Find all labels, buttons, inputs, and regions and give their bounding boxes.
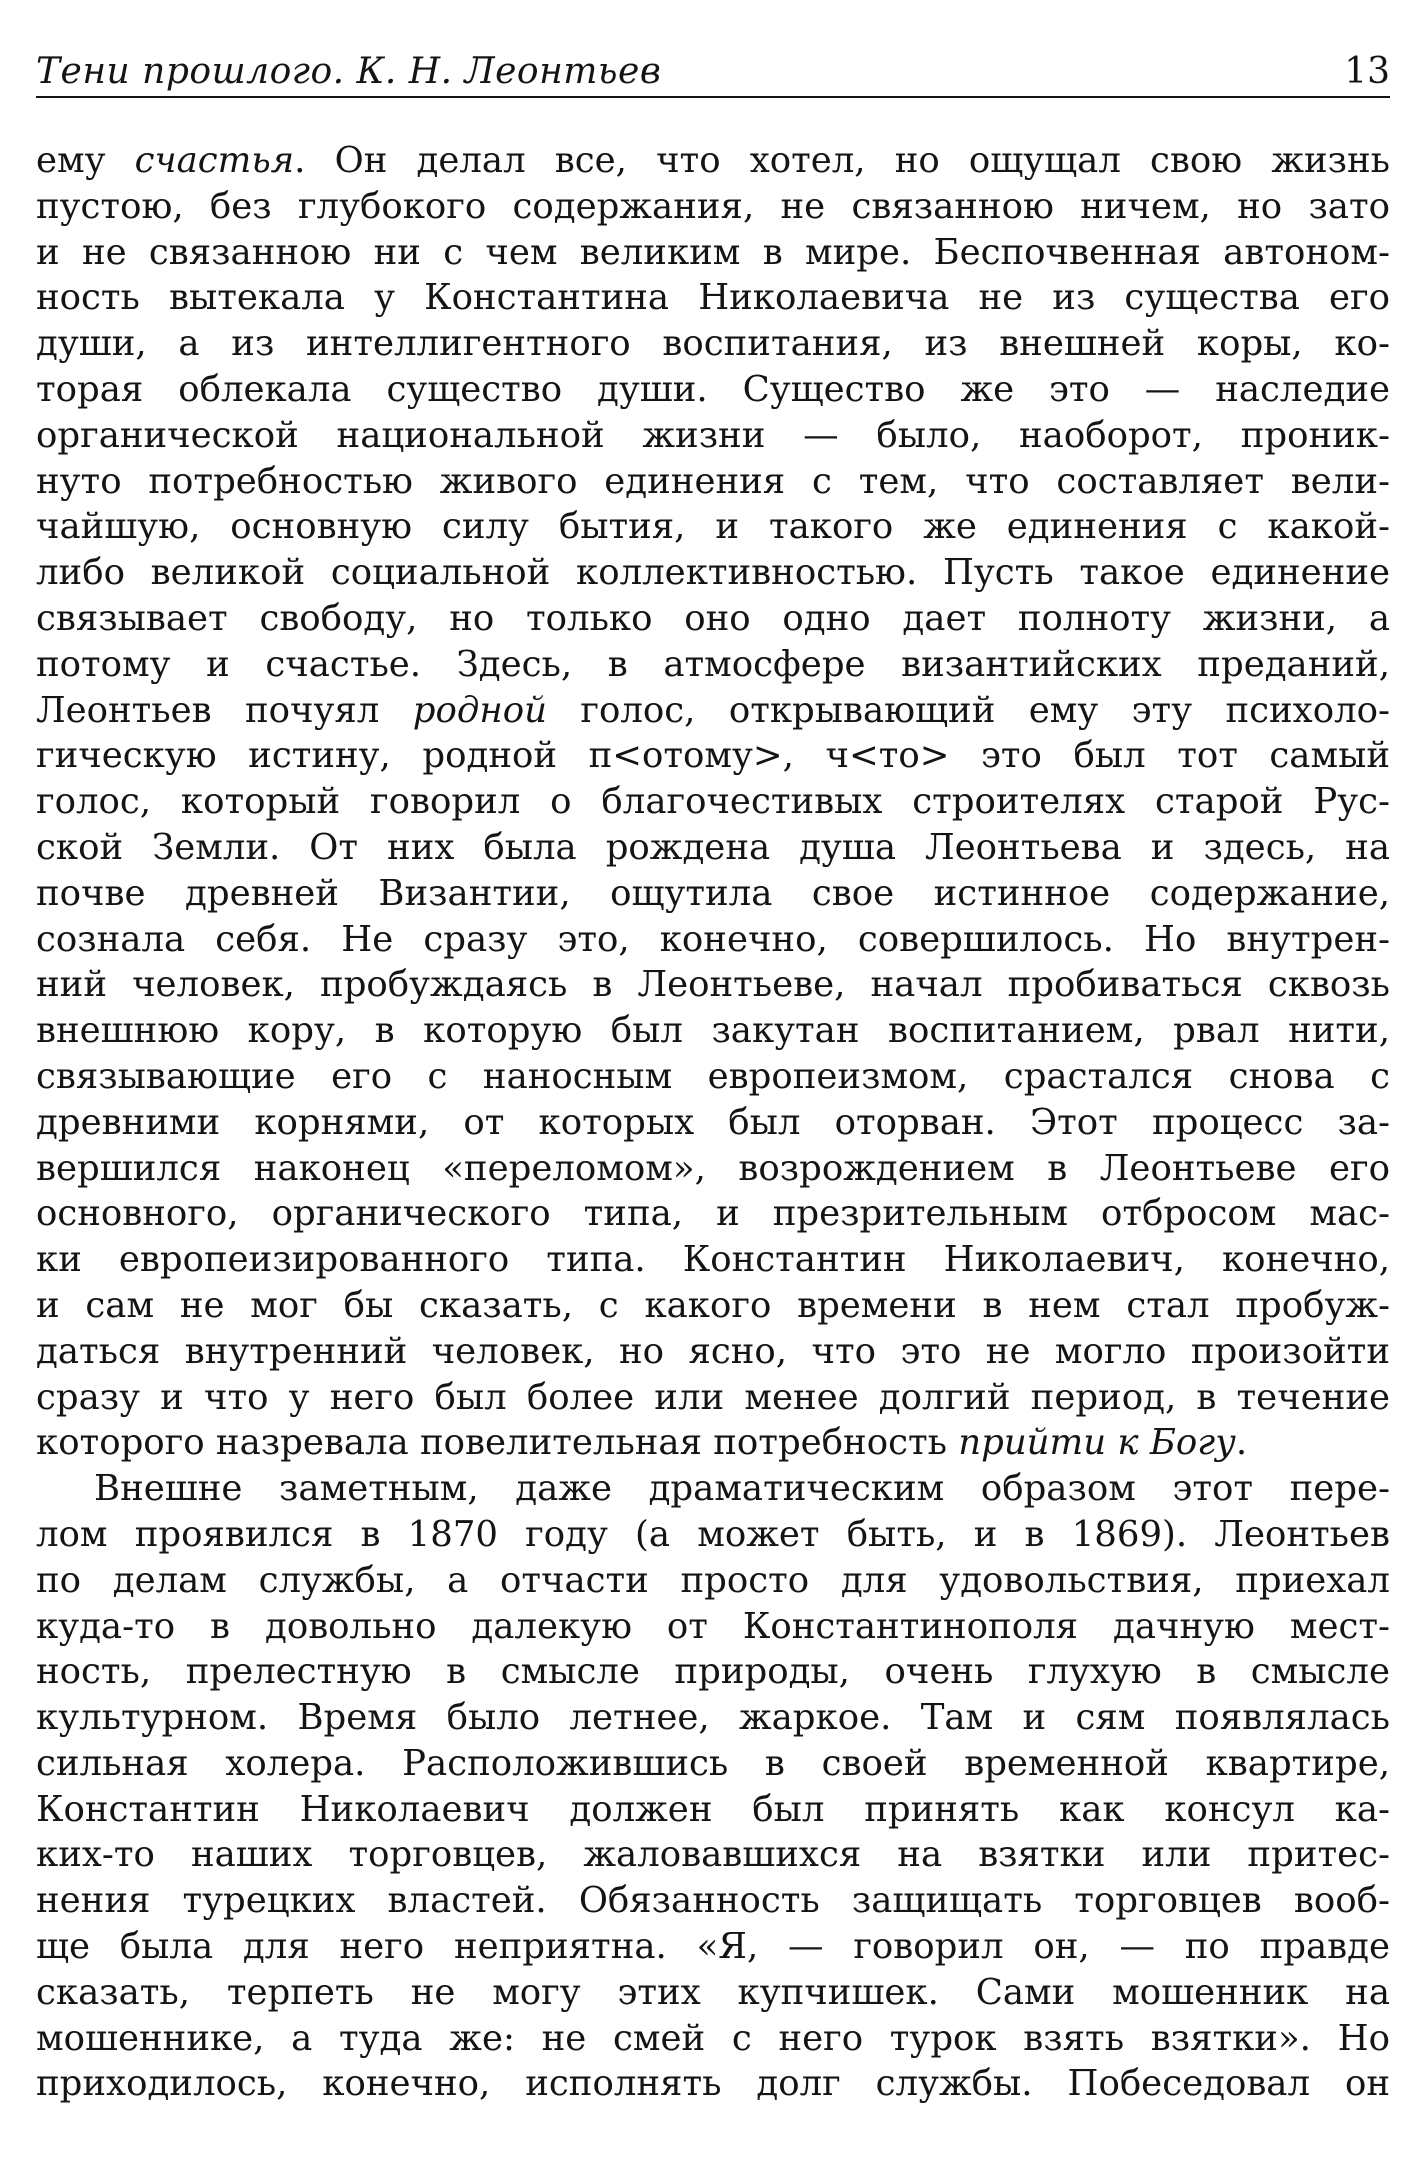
text-segment: по делам службы, а отчасти просто для удовольствия, приехал — [36, 1559, 1390, 1601]
text-segment: культурном. Время было летнее, жаркое. Там и сям появлялась — [36, 1697, 1390, 1739]
text-segment: нуто потребностью живого единения с тем, что составляет вели- — [36, 460, 1390, 502]
text-line — [36, 871, 1390, 917]
text-segment: почве древней Византии, ощутила свое истинное содержание, — [36, 872, 1390, 914]
text-segment: сознала себя. Не сразу это, конечно, совершилось. Но внутрен- — [36, 918, 1390, 960]
text-line — [36, 2061, 1390, 2107]
text-line — [36, 230, 1390, 276]
text-line — [36, 1008, 1390, 1054]
text-segment: лом проявился в 1870 году (а может быть, и в 1869). Леонтьев — [36, 1513, 1390, 1555]
text-line — [36, 367, 1390, 413]
text-line — [36, 596, 1390, 642]
text-segment: органической национальной жизни — было, наоборот, проник- — [36, 414, 1390, 456]
text-line — [36, 459, 1390, 505]
text-segment: чайшую, основную силу бытия, и такого же единения с какой- — [36, 506, 1390, 548]
text-segment: и не связанною ни с чем великим в мире. Беспочвенная автоном- — [36, 231, 1390, 273]
text-segment: внешнюю кору, в которую был закутан воспитанием, рвал нити, — [36, 1010, 1390, 1052]
text-segment: и сам не мог бы сказать, с какого времени в нем стал пробуж- — [36, 1284, 1390, 1326]
text-segment: Леонтьев почуял — [36, 689, 413, 731]
running-header — [36, 40, 1390, 98]
italic-emphasis: родной — [412, 689, 547, 731]
text-line — [36, 1970, 1390, 2016]
text-segment: приходилось, конечно, исполнять долг службы. Побеседовал он — [36, 2063, 1390, 2105]
text-segment: которого назревала повелительная потребность — [36, 1422, 959, 1464]
text-segment: души, а из интеллигентного воспитания, из внешней коры, ко- — [36, 323, 1390, 365]
text-line — [36, 1100, 1390, 1146]
text-line — [36, 642, 1390, 688]
text-line — [36, 1878, 1390, 1924]
text-segment: либо великой социальной коллективностью. Пусть такое единение — [36, 552, 1390, 594]
text-line — [36, 1146, 1390, 1192]
text-segment: древними корнями, от которых был оторван. Этот процесс за- — [36, 1101, 1390, 1143]
text-segment: Внешне заметным, даже драматическим образом этот пере- — [94, 1468, 1390, 1510]
text-segment: гическую истину, родной п<отому>, ч<то> это был тот самый — [36, 735, 1390, 777]
text-line — [36, 1466, 1390, 1512]
text-line — [36, 1649, 1390, 1695]
text-line — [36, 688, 1390, 734]
text-line — [36, 1283, 1390, 1329]
text-segment: ки европеизированного типа. Константин Николаевич, конечно, — [36, 1239, 1390, 1281]
text-segment: даться внутренний человек, но ясно, что это не могло произойти — [36, 1330, 1390, 1372]
text-segment: связывающие его с наносным европеизмом, срастался снова с — [36, 1055, 1390, 1097]
text-line — [36, 504, 1390, 550]
text-line — [36, 275, 1390, 321]
text-segment: потому и счастье. Здесь, в атмосфере византийских преданий, — [36, 643, 1390, 685]
text-line — [36, 138, 1390, 184]
text-segment: . Он делал все, что хотел, но ощущал свою жизнь — [294, 140, 1390, 181]
paragraph — [36, 138, 1390, 1466]
text-line — [36, 1054, 1390, 1100]
text-line — [36, 1695, 1390, 1741]
text-line — [36, 2016, 1390, 2062]
page-number: 13 — [1344, 51, 1390, 92]
text-segment: сразу и что у него был более или менее долгий период, в течение — [36, 1376, 1390, 1418]
text-segment: основного, органического типа, и презрительным отбросом мас- — [36, 1193, 1390, 1235]
text-segment: торая облекала существо души. Существо же это — наследие — [36, 368, 1390, 410]
text-segment: пустою, без глубокого содержания, не связанною ничем, но зато — [36, 185, 1390, 227]
text-segment: ще была для него неприятна. «Я, — говорил он, — по правде — [36, 1926, 1390, 1968]
text-segment: сильная холера. Расположившись в своей временной квартире, — [36, 1742, 1390, 1784]
text-segment: ской Земли. От них была рождена душа Леонтьева и здесь, на — [36, 826, 1390, 868]
italic-emphasis: прийти к Богу — [958, 1422, 1236, 1464]
text-segment: вершился наконец «переломом», возрождением в Леонтьеве его — [36, 1147, 1390, 1189]
text-line — [36, 779, 1390, 825]
text-line — [36, 1512, 1390, 1558]
text-line — [36, 733, 1390, 779]
text-line — [36, 917, 1390, 963]
text-segment: голос, который говорил о благочестивых строителях старой Рус- — [36, 781, 1390, 823]
text-segment: ких-то наших торговцев, жаловавшихся на взятки или притес- — [36, 1834, 1390, 1876]
body-text — [36, 138, 1390, 2107]
text-segment: нения турецких властей. Обязанность защищать торговцев вооб- — [36, 1880, 1390, 1922]
text-line — [36, 1787, 1390, 1833]
text-segment: Константин Николаевич должен был принять как консул ка- — [36, 1788, 1390, 1830]
text-line — [36, 550, 1390, 596]
text-line — [36, 962, 1390, 1008]
text-segment: ность вытекала у Константина Николаевича не из существа его — [36, 277, 1390, 319]
text-line — [36, 1924, 1390, 1970]
paragraph — [36, 1466, 1390, 2107]
text-segment: голос, открывающий ему эту психоло- — [546, 689, 1390, 731]
text-segment: сказать, терпеть не могу этих купчишек. Сами мошенник на — [36, 1971, 1390, 2013]
text-line — [36, 1375, 1390, 1421]
text-line — [36, 413, 1390, 459]
text-line — [36, 184, 1390, 230]
text-line — [36, 1420, 1390, 1466]
text-line — [36, 1741, 1390, 1787]
text-line — [36, 1832, 1390, 1878]
text-segment: ему — [36, 140, 135, 181]
text-line — [36, 825, 1390, 871]
text-line — [36, 1191, 1390, 1237]
text-line — [36, 321, 1390, 367]
text-line — [36, 1237, 1390, 1283]
text-segment: куда-то в довольно далекую от Константинополя дачную мест- — [36, 1605, 1390, 1647]
text-segment: ний человек, пробуждаясь в Леонтьеве, начал пробиваться сквозь — [36, 964, 1390, 1006]
running-title: Тени прошлого. К. Н. Леонтьев — [36, 51, 662, 92]
text-line — [36, 1604, 1390, 1650]
text-segment: . — [1235, 1422, 1248, 1464]
text-segment: мошеннике, а туда же: не смей с него турок взять взятки». Но — [36, 2017, 1390, 2059]
text-line — [36, 1558, 1390, 1604]
text-segment: ность, прелестную в смысле природы, очень глухую в смысле — [36, 1651, 1390, 1693]
text-line — [36, 1329, 1390, 1375]
italic-emphasis: счастья — [134, 140, 295, 181]
text-segment: связывает свободу, но только оно одно дает полноту жизни, а — [36, 597, 1390, 639]
